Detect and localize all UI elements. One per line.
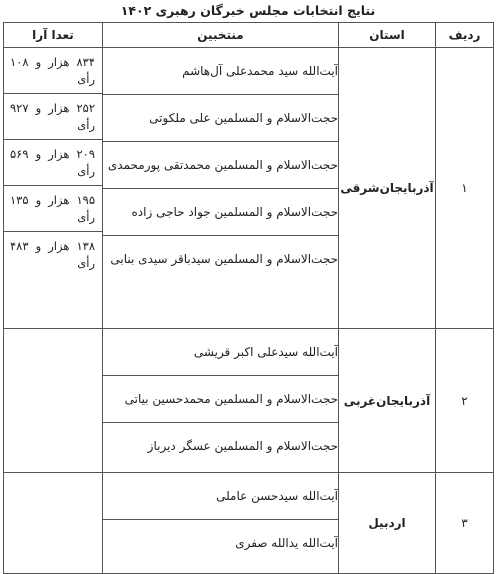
candidate-item: حجت‌الاسلام و المسلمین سیدباقر سیدی بنابی [110,252,338,266]
province-cell: آذربایجان‌غربی [339,329,436,473]
table-caption: نتایج انتخابات مجلس خبرگان رهبری ۱۴۰۲ [120,3,376,18]
candidate-item: حجت‌الاسلام و المسلمین محمدتقی پورمحمدی [103,142,338,189]
candidates-cell [103,473,339,574]
candidate-item: حجت‌الاسلام و المسلمین جواد حاجی زاده [103,189,338,236]
header-rank: ردیف [436,23,494,48]
election-results-table [3,22,494,574]
candidate-item: آیت‌الله سید محمدعلی آل‌هاشم [103,48,338,95]
header-votes: تعدا آرا [4,23,103,48]
candidate-list [103,48,338,282]
candidate-item: آیت‌الله سیدحسن عاملی [103,473,338,520]
rank-cell: ۲ [436,329,494,473]
table-row [4,48,494,329]
candidate-list [103,473,338,566]
province-cell: آذربایجان‌شرقی [339,48,436,329]
rank-cell: ۳ [436,473,494,574]
vote-count: ۱۹۵ هزار و ۱۳۵ رأی [4,186,102,232]
candidates-cell [103,329,339,473]
vote-list [4,48,102,278]
header-row [4,23,494,48]
votes-cell [4,48,103,329]
candidates-cell [103,48,339,329]
candidate-list [103,329,338,469]
table-row [4,473,494,574]
candidate-item: حجت‌الاسلام و المسلمین محمدحسین بیاتی [103,376,338,423]
candidate-item: آیت‌الله سیدعلی اکبر قریشی [103,329,338,376]
candidate-item: آیت‌الله یدالله صفری [235,536,338,550]
header-candidates: منتخبین [103,23,339,48]
vote-count: ۲۰۹ هزار و ۵۶۹ رأی [4,140,102,186]
candidate-item: حجت‌الاسلام و المسلمین علی ملکوتی [103,95,338,142]
votes-cell [4,329,103,473]
candidate-item: حجت‌الاسلام و المسلمین عسگر دیرباز [147,439,338,453]
votes-cell [4,473,103,574]
header-province: استان [339,23,436,48]
province-cell: اردبیل [339,473,436,574]
table-row [4,329,494,473]
rank-cell: ۱ [436,48,494,329]
vote-count: ۱۳۸ هزار و ۴۸۳ رأی [10,239,95,270]
vote-count: ۲۵۲ هزار و ۹۲۷ رأی [4,94,102,140]
vote-count: ۸۳۴ هزار و ۱۰۸ رأی [4,48,102,94]
